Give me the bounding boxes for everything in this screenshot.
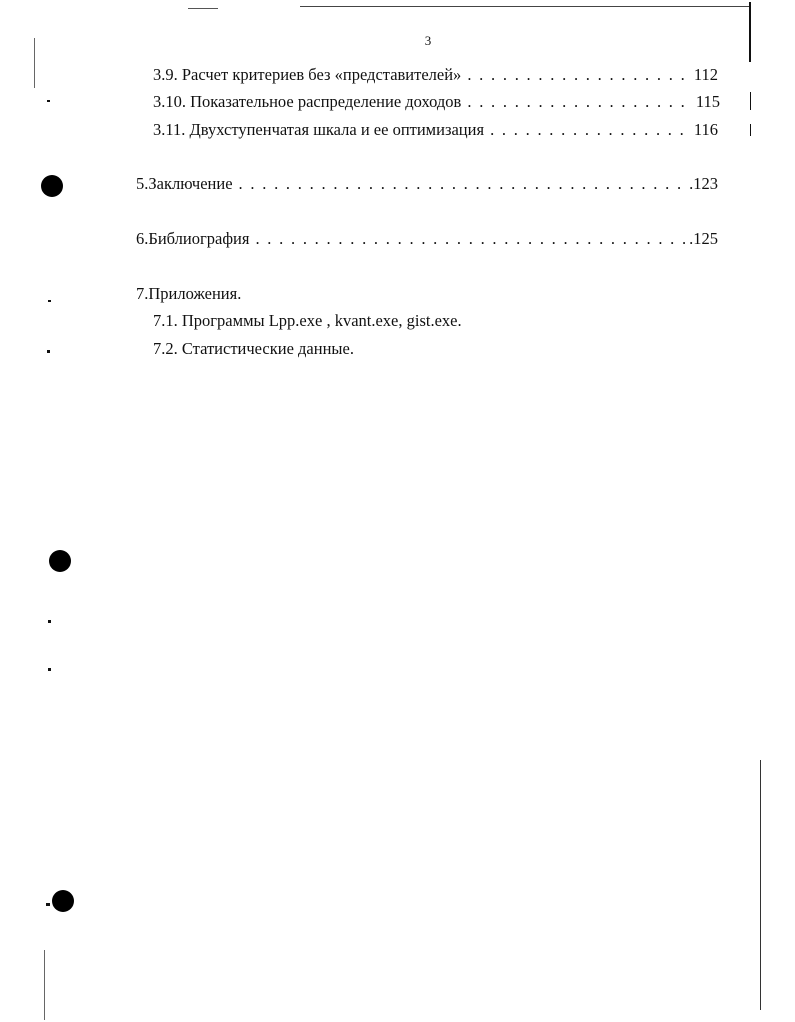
scan-edge-left-lower [44, 950, 45, 1020]
scan-edge-top-left [188, 8, 218, 9]
scan-edge-left [34, 38, 35, 88]
scan-speck [47, 350, 50, 353]
toc-leader-dots [490, 120, 690, 140]
scan-edge-right-lower [760, 760, 761, 1010]
toc-entry-conclusion [136, 174, 718, 194]
scan-speck [48, 668, 51, 671]
punch-hole [52, 890, 74, 912]
toc-leader-dots [467, 65, 690, 85]
toc-entry-title: 3.10. Показательное распределение доходов [153, 92, 462, 111]
toc-entry-title: 6.Библиография [136, 229, 250, 248]
scan-speck [47, 100, 50, 102]
toc-entry-appendix-7-2: 7.2. Статистические данные. [153, 339, 354, 358]
toc-entry-appendices: 7.Приложения. [136, 284, 242, 303]
toc-entry-page: 112 [693, 65, 718, 84]
toc-entry-page: 116 [693, 120, 718, 139]
toc-entry-page: .125 [689, 229, 718, 248]
toc-entry-bibliography [136, 229, 718, 249]
punch-hole [41, 175, 63, 197]
toc-leader-dots [255, 229, 685, 249]
toc-entry-3-9 [153, 65, 718, 85]
toc-entry-page: .123 [689, 174, 718, 193]
toc-entry-3-11 [153, 120, 718, 140]
toc-entry-title: 3.11. Двухступенчатая шкала и ее оптимизация [153, 120, 485, 139]
scan-speck [48, 620, 51, 623]
scan-edge-right-tick [750, 92, 751, 110]
scan-speck [46, 903, 50, 906]
scan-speck [48, 300, 51, 302]
scan-edge-top [300, 6, 750, 7]
punch-hole [49, 550, 71, 572]
toc-leader-dots [239, 174, 686, 194]
scan-edge-right [749, 2, 751, 62]
scan-edge-right-tick [750, 124, 751, 136]
toc-entry-page: 115 [695, 92, 720, 111]
toc-leader-dots [467, 92, 692, 112]
toc-entry-title: 3.9. Расчет критериев без «представителей» [153, 65, 462, 84]
toc-entry-title: 5.Заключение [136, 174, 233, 193]
page-number: 3 [424, 33, 432, 48]
toc-entry-3-10 [153, 92, 720, 112]
toc-entry-appendix-7-1: 7.1. Программы Lpp.exe , kvant.exe, gist.exe. [153, 311, 462, 330]
